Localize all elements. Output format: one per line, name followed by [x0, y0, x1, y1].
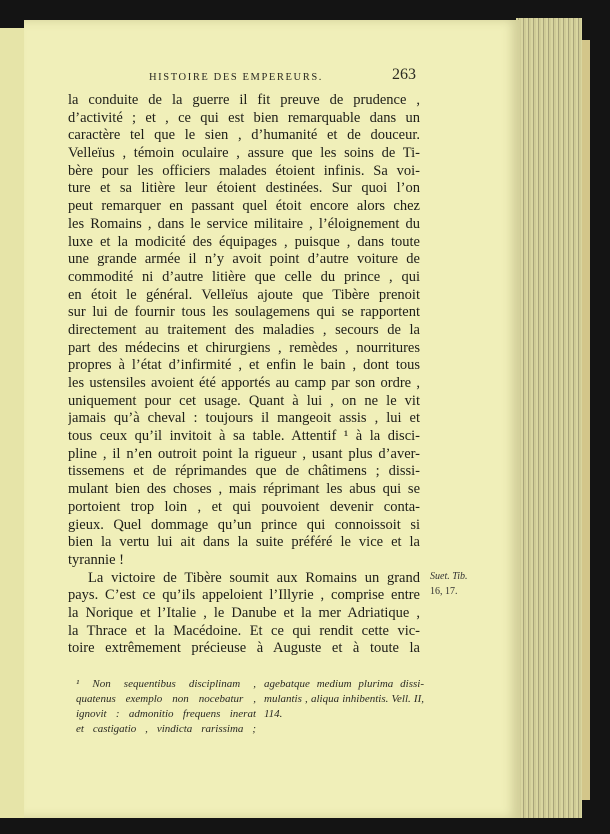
text-line: commodité ni d’autre litière que celle du prince , qui [68, 268, 420, 285]
text-line: les ustensiles avoient été apportés au camp par son ordre , [68, 375, 420, 391]
text-line: tous ceux qu’il invitoit à sa table. Attentif ¹ à la disci- [68, 428, 420, 445]
text-line: sur lui de fournir tous les soulagemens qui se rapportent [68, 304, 420, 321]
footnote-line: ¹ Non sequentibus disciplinam , [76, 678, 256, 690]
text-line: une grande armée il n’y avoit point d’autre voiture de [68, 251, 420, 268]
text-line: tissemens et de réprimandes que de châtimens ; dissi- [68, 463, 420, 480]
footnote-line: quatenus exemplo non nocebatur , [76, 693, 256, 705]
text-line: luxe et la modicité des équipages , puisque , dans toute [68, 233, 420, 250]
text-line: en étoit le général. Velleïus ajoute que Tibère prenoit [68, 286, 420, 303]
text-line: la Norique et l’Italie , le Danube et la mer Adriatique , [68, 604, 420, 621]
text-line: part des médecins et chirurgiens , remèdes , nourritures [68, 339, 420, 356]
running-title: HISTOIRE DES EMPEREURS. [149, 72, 323, 83]
text-line: gieux. Quel dommage qu’un prince qui connoissoit si [68, 516, 420, 533]
text-line: caractère tel que le sien , d’humanité et de douceur. [68, 127, 420, 144]
text-line: toire extrêmement précieuse à Auguste et à toute la [68, 640, 420, 657]
text-line: jamais qu’à cheval : toujours il mangeoit assis , lui et [68, 410, 420, 427]
text-line: La victoire de Tibère soumit aux Romains un grand [88, 569, 420, 586]
text-line: d’activité ; et , ce qui est bien remarquable dans un [68, 109, 420, 126]
text-line: uniquement pour cet usage. Quant à lui , on ne le vit [68, 392, 420, 409]
text-line: ture et sa litière leur étoient destinées. Sur quoi l’on [68, 180, 420, 197]
text-line: Velleïus , témoin oculaire , assure que les soins de Ti- [68, 145, 420, 162]
body-text [68, 92, 420, 658]
text-line: peut remarquer en passant quel étoit encore alors chez [68, 198, 420, 215]
text-line: tyrannie ! [68, 551, 124, 568]
previous-page-edge [0, 28, 26, 818]
footnote-line: ignovit : admonitio frequens inerat [76, 708, 256, 720]
text-line: propres à l’état d’infirmité , et enfin le bain , dont tous [68, 357, 420, 374]
text-line: pline , il n’en outroit point la rigueur , usant plus d’aver- [68, 445, 420, 462]
footnote-left [76, 677, 256, 737]
side-note-chapters: 16, 17. [430, 586, 458, 597]
footnote-line: 114. [264, 708, 283, 720]
text-line: les Romains , dans le service militaire , l’éloignement du [68, 215, 420, 232]
text-line: la conduite de la guerre il fit preuve de prudence , [68, 92, 420, 108]
side-note-reference: Suet. Tib. [430, 571, 468, 582]
footnote-line: et castigatio , vindicta rarissima ; [76, 723, 256, 735]
footnote-line: mulantis , aliqua inhibentis. Vell. II, [264, 693, 424, 705]
text-line: la Thrace et la Macédoine. Et ce qui rendit cette vic- [68, 622, 420, 639]
text-line: mulant bien des choses , mais réprimant les abus qui se [68, 481, 420, 498]
text-line: directement au traitement des maladies , secours de la [68, 321, 420, 338]
text-line: bien la vertu lui ait dans la suite préféré le vice et la [68, 534, 420, 551]
page-number: 263 [392, 66, 416, 83]
text-line: portoient trop loin , et qui pouvoient devenir conta- [68, 498, 420, 515]
footnote-line: agebatque medium plurima dissi- [264, 678, 424, 690]
book-page [24, 20, 520, 818]
footnote-right [264, 677, 424, 722]
text-line: bère pour les officiers malades étoient infinis. Sa voi- [68, 162, 420, 179]
text-line: pays. C’est ce qu’ils appeloient l’Illyrie , comprise entre [68, 587, 420, 604]
page-stack [516, 18, 582, 818]
